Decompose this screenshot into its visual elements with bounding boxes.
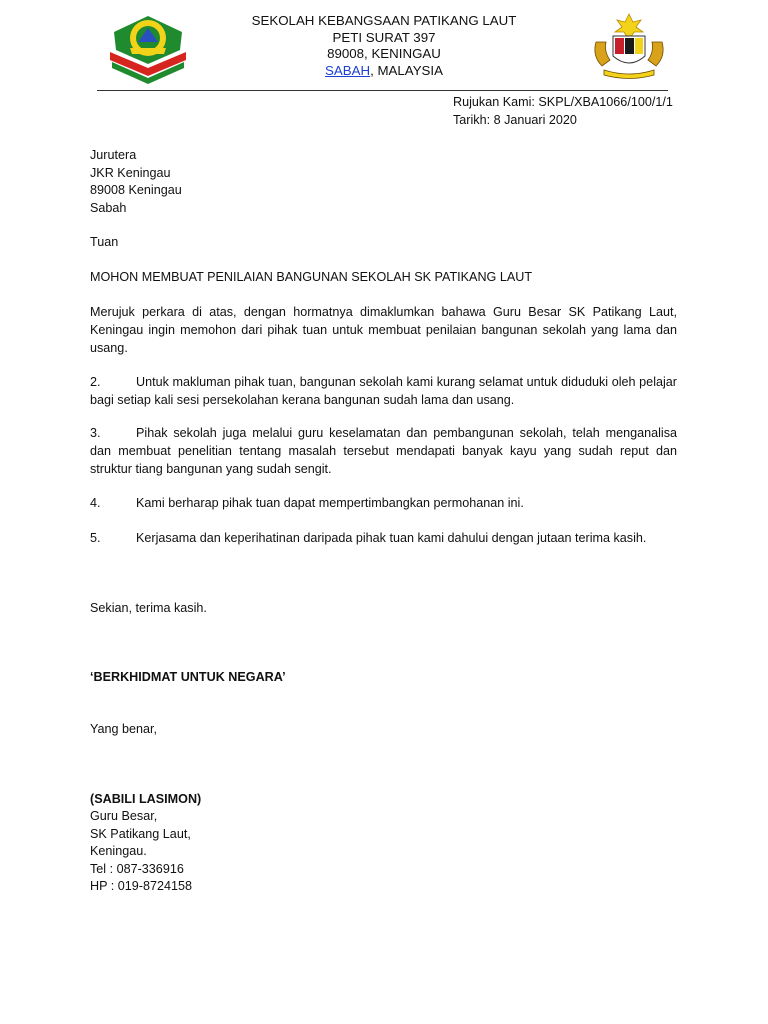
recipient-line-2: JKR Keningau — [90, 166, 171, 180]
closing-yours: Yang benar, — [90, 722, 157, 736]
po-box: PETI SURAT 397 — [332, 30, 436, 45]
header-divider — [97, 90, 668, 91]
postcode-town: 89008, KENINGAU — [327, 46, 441, 61]
paragraph-3: Pihak sekolah juga melalui guru keselamatan dan pembangunan sekolah, telah menganalisa dan membuat penelitian tentang masalah tersebut mendapati banyak kayu yang sudah reput dan struktur tiang bangunan yang sudah sengit. — [90, 426, 677, 476]
paragraph-3-number: 3. — [90, 426, 101, 440]
paragraph-1: Merujuk perkara di atas, dengan hormatnya dimaklumkan bahawa Guru Besar SK Patikang Laut, Keningau ingin memohon dari pihak tuan untuk membuat penilaian bangunan sekolah yang lama dan usang. — [90, 305, 677, 355]
closing-thanks: Sekian, terima kasih. — [90, 601, 207, 615]
state-link[interactable]: SABAH — [324, 63, 371, 78]
signatory-hp: HP : 019-8724158 — [90, 879, 192, 893]
recipient-line-1: Jurutera — [90, 148, 137, 162]
recipient-line-3: 89008 Keningau — [90, 183, 182, 197]
state-country — [0, 62, 768, 80]
signatory-name: (SABILI LASIMON) — [90, 792, 202, 806]
signatory-position: Guru Besar, — [90, 809, 158, 823]
signatory-school: SK Patikang Laut, — [90, 827, 191, 841]
recipient-line-4: Sabah — [90, 201, 127, 215]
signatory-town: Keningau. — [90, 844, 147, 858]
signatory-tel: Tel : 087-336916 — [90, 862, 184, 876]
paragraph-4: Kami berharap pihak tuan dapat mempertimbangkan permohanan ini. — [136, 496, 524, 510]
country-text: , MALAYSIA — [370, 63, 443, 78]
paragraph-5-number: 5. — [90, 531, 101, 545]
school-name: SEKOLAH KEBANGSAAN PATIKANG LAUT — [251, 13, 517, 28]
letter-subject: MOHON MEMBUAT PENILAIAN BANGUNAN SEKOLAH SK PATIKANG LAUT — [90, 270, 533, 284]
reference-number: Rujukan Kami: SKPL/XBA1066/100/1/1 — [453, 95, 673, 109]
letter-date: Tarikh: 8 Januari 2020 — [453, 113, 577, 127]
closing-motto: ‘BERKHIDMAT UNTUK NEGARA’ — [90, 670, 286, 684]
paragraph-2-number: 2. — [90, 375, 101, 389]
salutation: Tuan — [90, 235, 119, 249]
paragraph-2: Untuk makluman pihak tuan, bangunan sekolah kami kurang selamat untuk diduduki oleh pelajar bagi setiap kali sesi persekolahan kerana bangunan sudah lama dan usang. — [90, 375, 677, 407]
paragraph-5: Kerjasama dan keperihatinan daripada pihak tuan kami dahului dengan jutaan terima kasih. — [136, 531, 647, 545]
paragraph-4-number: 4. — [90, 496, 101, 510]
